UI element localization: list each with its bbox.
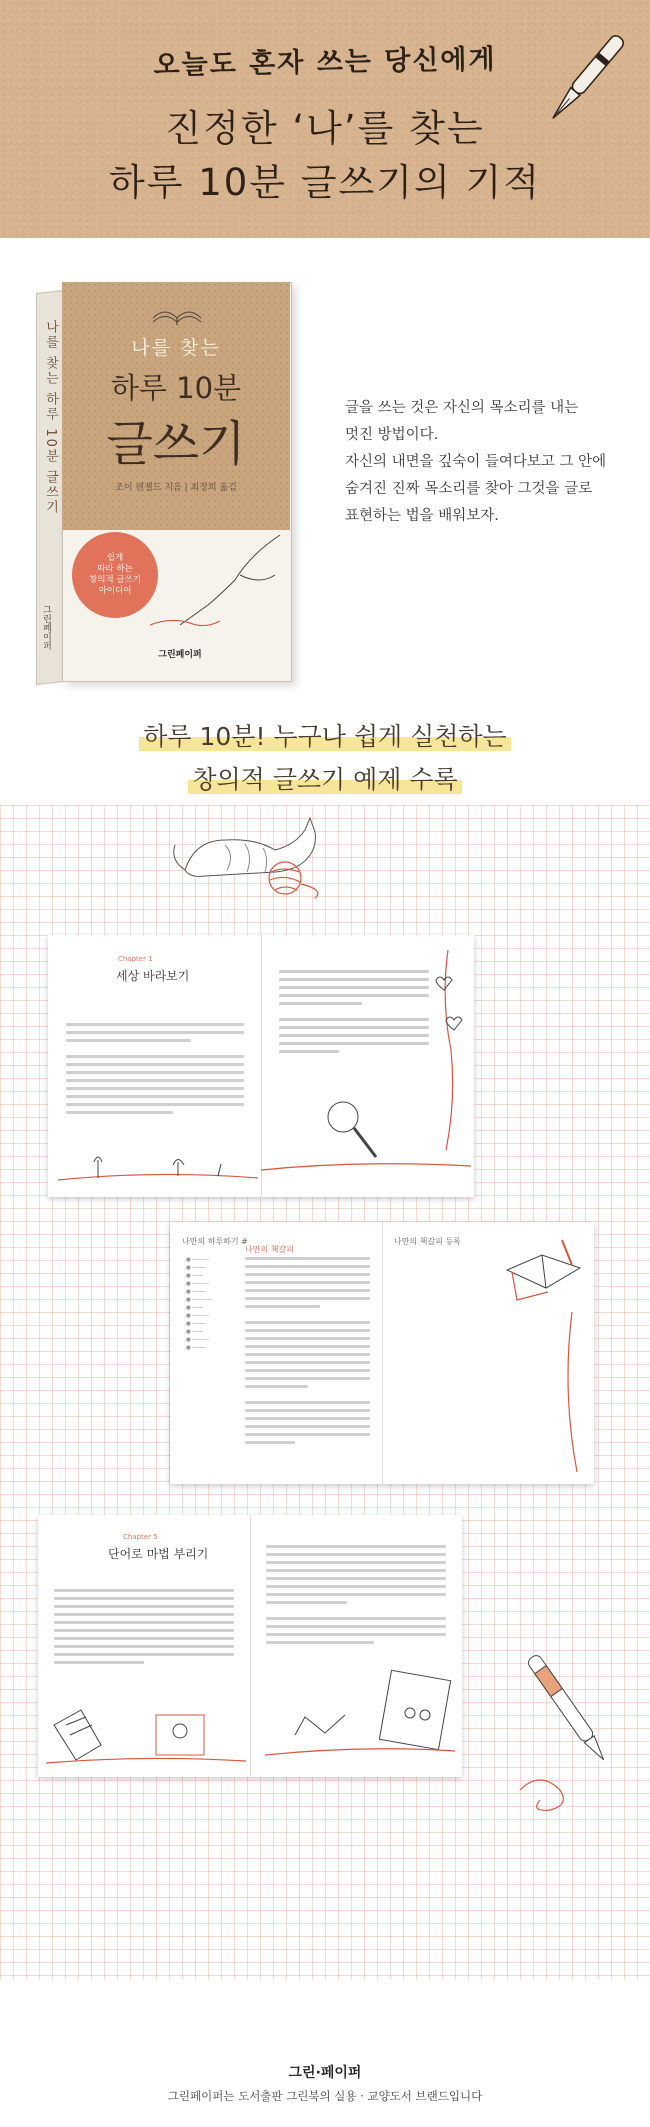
footer-logo: 그린·페이퍼 xyxy=(288,2065,362,2081)
pen-doodle-icon xyxy=(500,1640,640,1820)
spread2-right-label: 나만의 책갈피 등록 xyxy=(394,1237,461,1246)
cat-yarn-illustration xyxy=(165,800,325,900)
spread2-title: 나만의 책갈피 xyxy=(245,1245,294,1254)
spread1-right-text xyxy=(279,970,429,1058)
book-spread-2 xyxy=(170,1222,594,1484)
spread2-left-text xyxy=(245,1257,370,1449)
spine-title: 나를 찾는 하루 10분 글쓰기 xyxy=(43,320,58,516)
spread2-toc: ● ───── ● ──── ● ─── ● ───── ● ──── ● ────── ● ─── ● ───── ● ──── ● ─── ● ───── ● ──── xyxy=(186,1257,213,1351)
redline-vertical xyxy=(552,1312,592,1472)
spread3-right-page xyxy=(250,1515,462,1777)
footer-text: 그린페이퍼는 도서출판 그린북의 실용 · 교양도서 브랜드입니다 xyxy=(167,2089,483,2103)
flower-doodle-left xyxy=(58,1140,258,1190)
headline-line1: 진정한 ‘나’를 찾는 xyxy=(165,107,485,150)
spread3-title: 단어로 마법 부리기 xyxy=(108,1547,209,1561)
fountain-pen-icon xyxy=(540,20,630,140)
badge-line: 따라 하는 xyxy=(97,564,133,574)
headline-line2: 하루 10분 글쓰기의 기적 xyxy=(108,161,542,204)
banner-line2-text: 창의적 글쓰기 예제 수록 xyxy=(188,765,461,794)
badge-line: 아이디어 xyxy=(98,586,132,596)
intro-text xyxy=(345,395,625,530)
writing-hand-icon xyxy=(150,525,290,635)
open-notebook-icon xyxy=(502,1230,587,1310)
spread3-right-text xyxy=(266,1545,446,1649)
badge-line: 창의적 글쓰기 xyxy=(89,575,141,585)
spread2-left-page xyxy=(170,1222,383,1484)
intro-line: 숨겨진 진짜 목소리를 찾아 그것을 글로 xyxy=(345,481,593,497)
cover-small-title: 나를 찾는 xyxy=(131,337,221,359)
spread1-left-page xyxy=(48,935,262,1197)
open-book-icon xyxy=(150,298,205,326)
intro-line: 멋진 방법이다. xyxy=(345,427,439,443)
spread2-left-label: 나만의 하루하기 # xyxy=(182,1237,248,1246)
binoculars-doodle xyxy=(265,1665,455,1765)
spread2-right-page xyxy=(382,1222,594,1484)
banner-line2 xyxy=(0,760,650,796)
spread3-left-page xyxy=(38,1515,251,1777)
banner-line1 xyxy=(0,717,650,753)
spread1-chapter: Chapter 1 xyxy=(118,955,153,963)
spread1-left-text xyxy=(66,1023,244,1119)
spine-publisher: 그린페이퍼 xyxy=(41,605,51,650)
book-spread-1 xyxy=(48,935,474,1197)
book-spread-3 xyxy=(38,1515,462,1777)
spread3-chapter: Chapter 5 xyxy=(123,1533,158,1541)
cover-title-line2: 글쓰기 xyxy=(106,416,246,472)
cover-title-line1: 하루 10분 xyxy=(110,371,242,405)
cover-badge xyxy=(72,532,158,618)
tagline: 오늘도 혼자 쓰는 당신에게 xyxy=(153,44,497,81)
banner-line1-text: 하루 10분! 누구나 쉽게 실천하는 xyxy=(139,722,510,751)
intro-line: 표현하는 법을 배워보자. xyxy=(345,508,499,524)
spread1-right-page xyxy=(261,935,474,1197)
newspaper-doodle xyxy=(46,1695,246,1770)
intro-line: 글을 쓰는 것은 자신의 목소리를 내는 xyxy=(345,400,579,416)
redline-right xyxy=(261,1150,474,1180)
intro-line: 자신의 내면을 깊숙이 들여다보고 그 안에 xyxy=(345,454,607,470)
spread1-title: 세상 바라보기 xyxy=(116,969,190,983)
cover-author: 조이 렌젤드 지음 | 최정희 옮김 xyxy=(115,483,237,493)
badge-line: 쉽게 xyxy=(106,553,124,563)
cover-brand: 그린페이퍼 xyxy=(158,650,202,660)
heart-vine-doodle xyxy=(426,950,471,1150)
spread3-left-text xyxy=(54,1589,234,1669)
